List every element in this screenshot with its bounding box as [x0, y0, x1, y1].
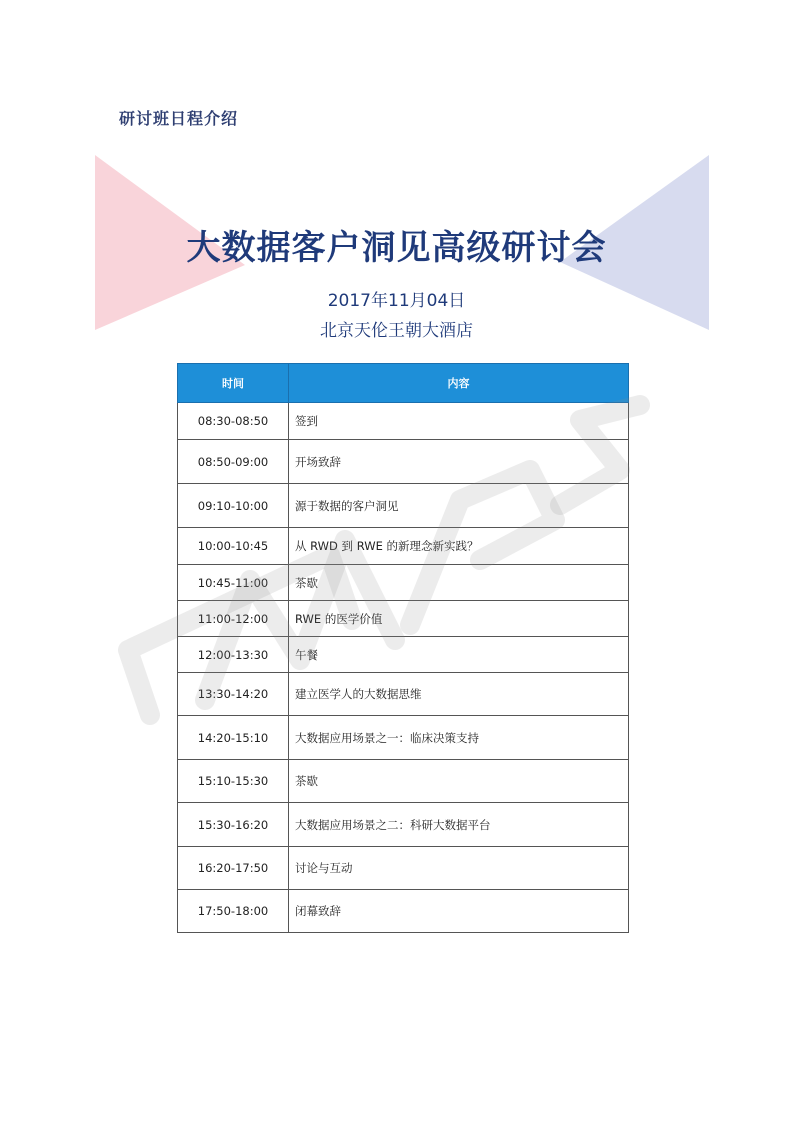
event-venue: 北京天伦王朝大酒店	[320, 321, 473, 341]
row-time: 16:20-17:50	[178, 847, 289, 890]
row-content: 源于数据的客户洞见	[289, 484, 629, 528]
row-content: 签到	[289, 403, 629, 440]
row-content: 闭幕致辞	[289, 890, 629, 933]
row-content: RWE 的医学价值	[289, 601, 629, 637]
row-time: 10:00-10:45	[178, 528, 289, 565]
event-title: 大数据客户洞见高级研讨会	[186, 228, 607, 268]
table-row	[178, 673, 629, 716]
row-time: 14:20-15:10	[178, 716, 289, 760]
table-row	[178, 890, 629, 933]
table-row	[178, 716, 629, 760]
row-content: 大数据应用场景之一：临床决策支持	[289, 716, 629, 760]
table-row	[178, 565, 629, 601]
section-title: 研讨班日程介绍	[119, 109, 239, 128]
row-content: 大数据应用场景之二：科研大数据平台	[289, 803, 629, 847]
header-content: 内容	[289, 364, 629, 403]
table-row	[178, 528, 629, 565]
row-content: 讨论与互动	[289, 847, 629, 890]
row-content: 午餐	[289, 637, 629, 673]
table-row	[178, 484, 629, 528]
table-row	[178, 847, 629, 890]
row-time: 13:30-14:20	[178, 673, 289, 716]
table-row	[178, 637, 629, 673]
event-date: 2017年11月04日	[327, 291, 466, 311]
row-time: 09:10-10:00	[178, 484, 289, 528]
row-time: 12:00-13:30	[178, 637, 289, 673]
table-row	[178, 601, 629, 637]
row-content: 从 RWD 到 RWE 的新理念新实践？	[289, 528, 629, 565]
row-time: 15:10-15:30	[178, 760, 289, 803]
row-time: 11:00-12:00	[178, 601, 289, 637]
row-time: 10:45-11:00	[178, 565, 289, 601]
row-time: 15:30-16:20	[178, 803, 289, 847]
row-content: 茶歇	[289, 760, 629, 803]
row-time: 08:50-09:00	[178, 440, 289, 484]
table-row	[178, 803, 629, 847]
table-row	[178, 440, 629, 484]
table-row	[178, 760, 629, 803]
row-content: 茶歇	[289, 565, 629, 601]
row-content: 建立医学人的大数据思维	[289, 673, 629, 716]
header-time: 时间	[178, 364, 289, 403]
table-header-row	[178, 364, 629, 403]
schedule-table	[177, 363, 629, 933]
row-time: 17:50-18:00	[178, 890, 289, 933]
row-content: 开场致辞	[289, 440, 629, 484]
table-row	[178, 403, 629, 440]
row-time: 08:30-08:50	[178, 403, 289, 440]
